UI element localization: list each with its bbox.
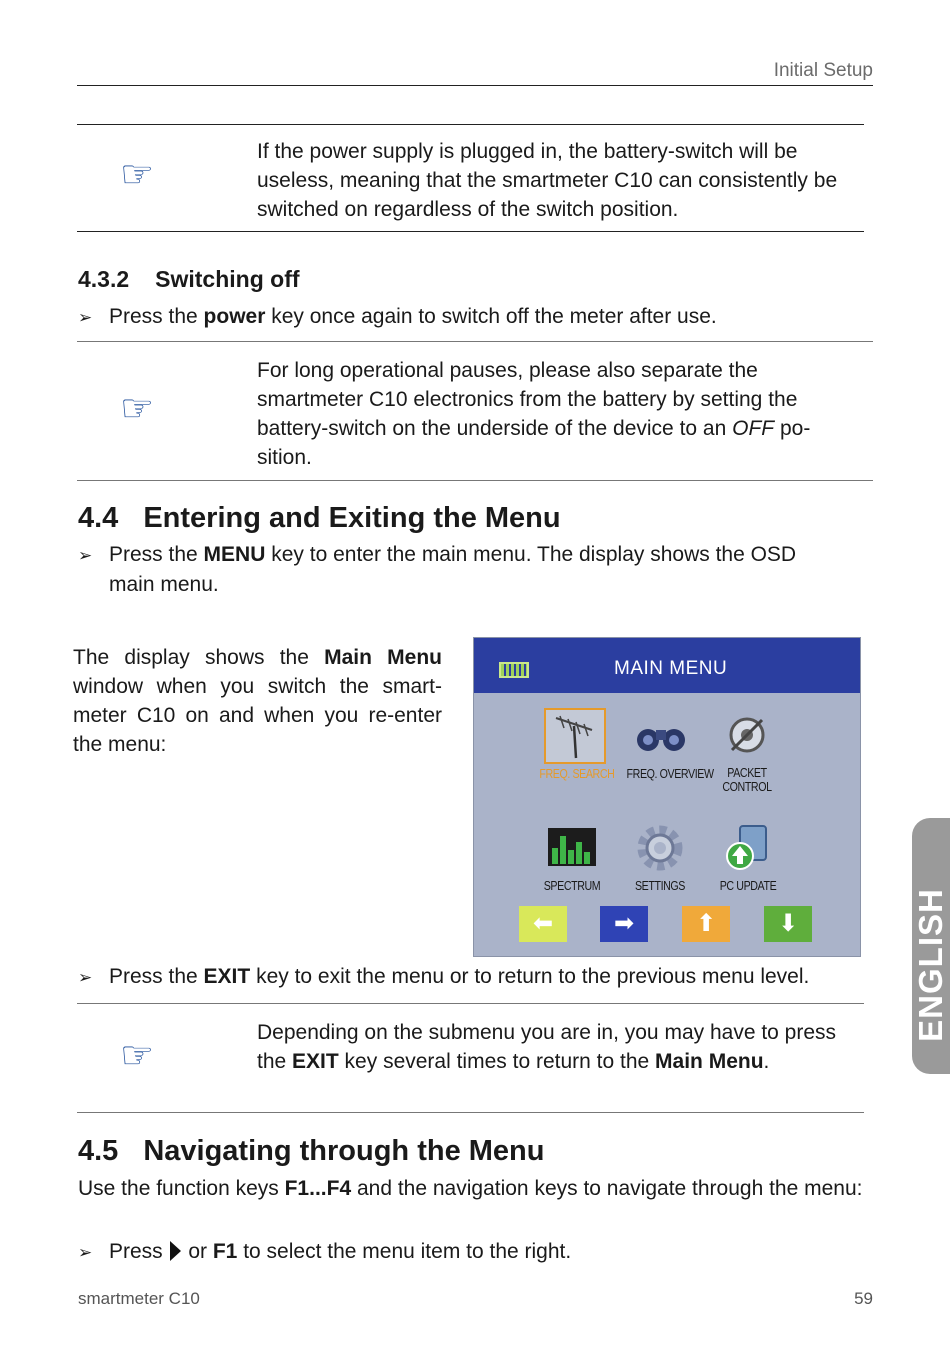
bullet-arrow-icon: ➢ xyxy=(78,308,93,327)
note-operational-pauses: For long operational pauses, please also separate the smartmeter C10 electronics from the battery by setting the battery-switch on the underside of the device to an OFF po-sition. xyxy=(257,359,811,469)
bullet-select-right: ➢ Press or F1 to select the menu item to the right. xyxy=(78,1237,878,1268)
bullet-arrow-icon: ➢ xyxy=(78,1243,93,1262)
arrow-up-icon: ⬆ xyxy=(695,910,717,937)
menu-item-spectrum[interactable]: SPECTRUM xyxy=(543,878,601,893)
gear-icon xyxy=(634,822,686,874)
bullet-exit-key: ➢ Press the EXIT key to exit the menu or to return to the previous menu level. xyxy=(78,962,878,993)
screen-title-bar xyxy=(474,638,860,693)
menu-item-settings[interactable]: SETTINGS xyxy=(634,878,686,893)
subsection-title: Switching off xyxy=(155,266,300,292)
binoculars-icon xyxy=(632,716,690,756)
main-menu-screenshot xyxy=(473,637,861,957)
screen-title: MAIN MENU xyxy=(614,658,728,679)
pointing-hand-icon: ☞ xyxy=(120,1035,155,1077)
language-tab xyxy=(912,818,950,1074)
header-rule xyxy=(77,85,873,86)
main-menu-description: The display shows the Main Menu window when you switch the smart-meter C10 on and when you re-enter the menu: xyxy=(73,646,442,756)
bullet-arrow-icon: ➢ xyxy=(78,968,93,987)
page-number: 59 xyxy=(854,1289,873,1308)
menu-item-freq-overview[interactable]: FREQ. OVERVIEW xyxy=(626,766,714,781)
section-heading-entering-exiting: 4.4 Entering and Exiting the Menu xyxy=(78,502,561,534)
arrow-right-icon: ➡ xyxy=(613,910,635,937)
menu-item-pc-update[interactable]: PC UPDATE xyxy=(719,878,777,893)
play-right-icon xyxy=(170,1241,181,1261)
spectrum-icon xyxy=(548,828,596,866)
nav-left-button[interactable] xyxy=(519,906,567,942)
nav-right-button[interactable] xyxy=(600,906,648,942)
note-bottom-rule xyxy=(77,1112,864,1113)
packet-control-icon xyxy=(724,712,770,758)
pc-update-icon xyxy=(724,822,772,872)
nav-down-button[interactable] xyxy=(764,906,812,942)
note-power-supply: If the power supply is plugged in, the battery-switch will be useless, meaning that the smartmeter C10 can consistently be switched on regardless of the switch position. xyxy=(257,140,838,221)
arrow-left-icon: ⬅ xyxy=(532,910,554,937)
menu-item-freq-search[interactable]: FREQ. SEARCH xyxy=(539,766,615,781)
nav-up-button[interactable] xyxy=(682,906,730,942)
subsection-heading-switching-off xyxy=(78,266,300,293)
pointing-hand-icon: ☞ xyxy=(120,388,155,430)
menu-item-packet-control[interactable]: PACKET CONTROL xyxy=(722,765,772,794)
language-tab-label: ENGLISH xyxy=(912,888,949,1042)
bullet-arrow-icon: ➢ xyxy=(78,546,93,565)
pointing-hand-icon: ☞ xyxy=(120,154,155,196)
note-top-rule xyxy=(77,124,864,125)
note-bottom-rule xyxy=(77,480,873,481)
footer-product-name: smartmeter C10 xyxy=(78,1289,200,1308)
note-bottom-rule xyxy=(77,231,864,232)
bullet-menu-key-continued: main menu. xyxy=(109,573,219,596)
battery-icon xyxy=(499,662,529,678)
navigation-description: Use the function keys F1...F4 and the navigation keys to navigate through the menu: xyxy=(78,1177,863,1200)
bullet-menu-key: ➢ Press the MENU key to enter the main menu. The display shows the OSD xyxy=(78,540,878,571)
note-exit-submenu: Depending on the submenu you are in, you may have to press the EXIT key several times to return to the Main Menu. xyxy=(257,1021,837,1073)
running-header: Initial Setup xyxy=(773,60,873,81)
note-top-rule xyxy=(77,1003,864,1004)
note-top-rule xyxy=(77,341,873,342)
bullet-power-key: ➢ Press the power key once again to switch off the meter after use. xyxy=(78,302,717,333)
arrow-down-icon: ⬇ xyxy=(777,910,799,937)
subsection-number: 4.3.2 xyxy=(78,266,130,292)
antenna-icon xyxy=(544,708,606,764)
section-heading-navigating: 4.5 Navigating through the Menu xyxy=(78,1135,545,1167)
